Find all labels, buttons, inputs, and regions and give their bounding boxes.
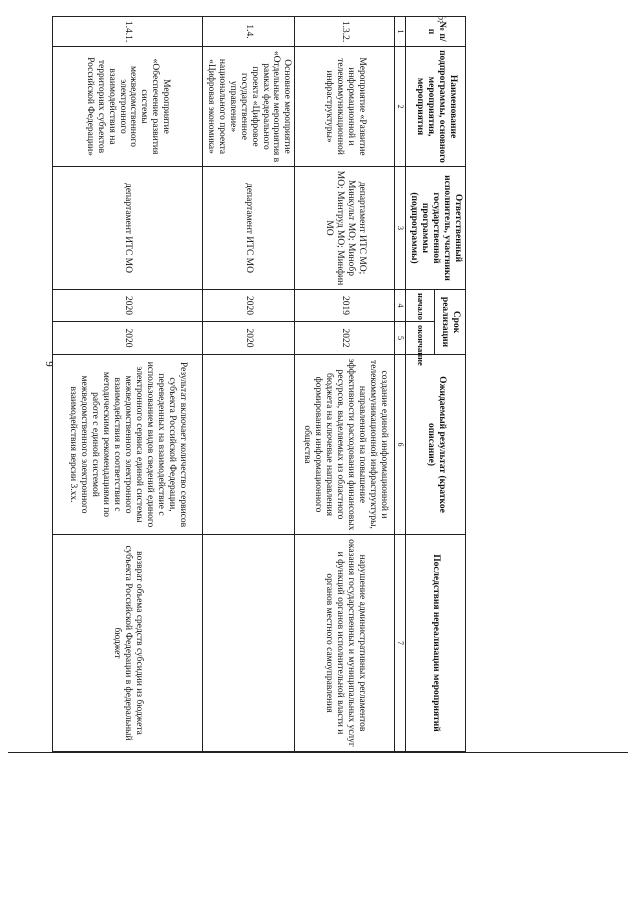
column-number: 7 [395, 535, 406, 752]
program-activities-table [52, 16, 466, 752]
row-num: 1.3.2. [295, 17, 395, 47]
row-name: Мероприятие «Обеспечение развития системы межведомственного электронного взаимодействия на территориях субъектов Российской Федерации» [53, 47, 203, 167]
column-number: 5 [395, 322, 406, 355]
row-consequence: нарушение административных регламентов оказания государственных и муниципальных услуг и функций органов исполнительной власти и органов местного самоуправления [295, 535, 395, 752]
row-end: 2020 [203, 322, 295, 355]
header-result: Ожидаемый результат (краткое описание) [406, 355, 466, 535]
header-num: № п/п [406, 17, 466, 47]
rotated-table-container [58, 16, 466, 751]
column-number: 6 [395, 355, 406, 535]
row-start: 2020 [203, 290, 295, 322]
table-header-row [434, 17, 465, 752]
page-corner-mark: ɓ; [436, 15, 447, 23]
header-consequence: Последствия нереализации мероприятий [406, 535, 466, 752]
column-number: 2 [395, 47, 406, 167]
row-name: Основное мероприятие «Отдельные мероприятия в рамках федерального проекта «Цифровое государственное управление» национального проекта «Цифровая экономика» [203, 47, 295, 167]
header-period: Срок реализации [434, 290, 465, 355]
row-end: 2022 [295, 322, 395, 355]
row-name: Мероприятие «Развитие информационной и телекоммуникационной инфраструктуры» [295, 47, 395, 167]
table-row [53, 17, 203, 752]
column-number: 3 [395, 167, 406, 290]
row-consequence: возврат объема средств субсидии из бюджета субъекта Российской Федерации в федеральный бюджет [53, 535, 203, 752]
row-start: 2020 [53, 290, 203, 322]
row-start: 2019 [295, 290, 395, 322]
page-number: 9 [43, 361, 55, 367]
header-end: окончание [406, 322, 434, 355]
row-end: 2020 [53, 322, 203, 355]
row-num: 1.4. [203, 17, 295, 47]
row-result: Результат включает количество сервисов субъекта Российской Федерации, переведенных на взаимодействие с использованием видов сведений единого электронного сервиса единой системы межведомственного электронного взаимодействия в соответствии с методическими рекомендациями по работе с единой системой межведомственного электронного взаимодействия версии 3.хх. [53, 355, 203, 535]
column-number-row [395, 17, 406, 752]
header-start: начало [406, 290, 434, 322]
row-num: 1.4.1. [53, 17, 203, 47]
row-result [203, 355, 295, 535]
column-number: 4 [395, 290, 406, 322]
row-consequence [203, 535, 295, 752]
row-executor: департамент ИТС МО [53, 167, 203, 290]
table-row [295, 17, 395, 752]
header-name: Наименование подпрограммы, основного мероприятия, мероприятия [406, 47, 466, 167]
horizontal-rule [8, 752, 628, 753]
row-result: создание единой информационной и телекоммуникационной инфраструктуры, направленной на повышение эффективности расходования финансовых ресурсов, выделяемых из областного бюджета на ключевые направления формирования информационного общества [295, 355, 395, 535]
header-executor: Ответственный исполнитель, участники государственной программы (подпрограммы) [406, 167, 466, 290]
table-row [203, 17, 295, 752]
column-number: 1 [395, 17, 406, 47]
row-executor: департамент ИТС МО [203, 167, 295, 290]
row-executor: департамент ИТС МО; Минкульт МО; Минобр МО; Минтруд МО; Минфин МО [295, 167, 395, 290]
